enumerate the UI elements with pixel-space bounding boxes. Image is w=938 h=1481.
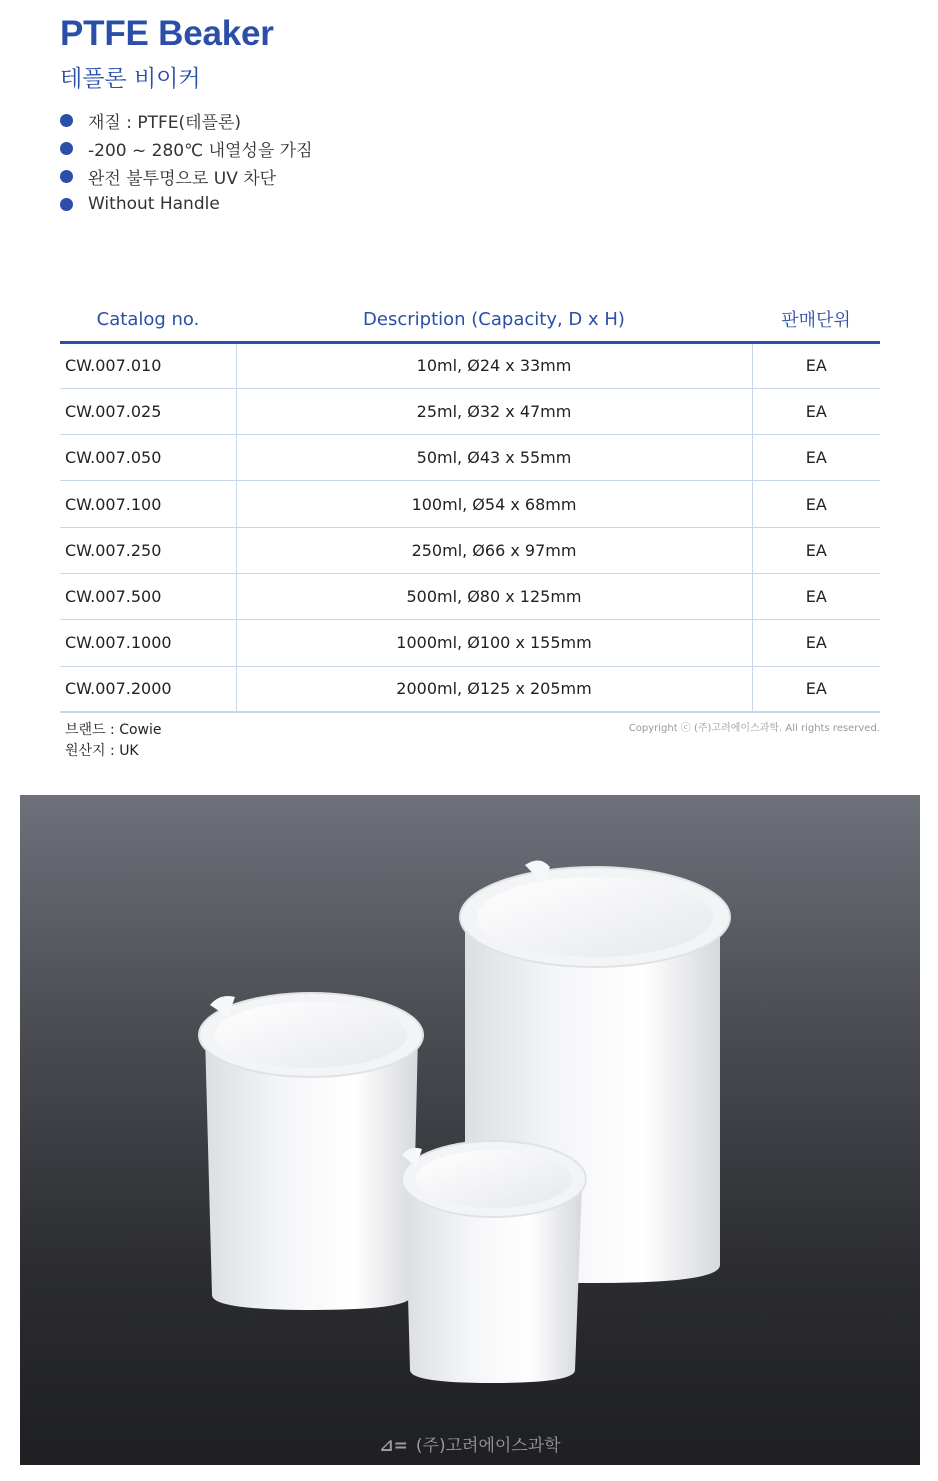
feature-text: 재질 : PTFE(테플론)	[88, 112, 242, 133]
copyright-text: Copyright ⓒ (주)고려에이스과학. All rights reserved.	[628, 723, 880, 734]
feature-item	[60, 162, 313, 190]
table-row	[60, 342, 880, 388]
page-subtitle: 테플론 비이커	[60, 66, 201, 92]
product-photo	[20, 795, 920, 1465]
small-beaker	[402, 1141, 586, 1383]
origin-text: 원산지 : UK	[65, 743, 139, 759]
description-cell: 500ml, Ø80 x 125mm	[236, 573, 752, 619]
catalog-cell: CW.007.1000	[60, 620, 236, 666]
spec-table	[60, 298, 880, 713]
table-row	[60, 527, 880, 573]
kace-logo-icon: ⊿=	[379, 1436, 408, 1456]
catalog-cell: CW.007.025	[60, 388, 236, 434]
bullet-icon	[60, 170, 73, 183]
header-unit: 판매단위	[752, 298, 880, 342]
table-header-row	[60, 298, 880, 342]
feature-item	[60, 134, 313, 162]
bullet-icon	[60, 114, 73, 127]
header-description: Description (Capacity, D x H)	[236, 298, 752, 342]
catalog-cell: CW.007.250	[60, 527, 236, 573]
watermark	[20, 1431, 920, 1456]
bullet-icon	[60, 198, 73, 211]
unit-cell: EA	[752, 388, 880, 434]
brand-text: 브랜드 : Cowie	[65, 722, 162, 738]
table-row	[60, 481, 880, 527]
table-row	[60, 620, 880, 666]
description-cell: 10ml, Ø24 x 33mm	[236, 342, 752, 388]
beakers-illustration	[20, 795, 920, 1465]
catalog-cell: CW.007.010	[60, 342, 236, 388]
watermark-text: (주)고려에이스과학	[415, 1436, 561, 1456]
medium-beaker	[199, 993, 423, 1310]
unit-cell: EA	[752, 527, 880, 573]
bullet-icon	[60, 142, 73, 155]
catalog-cell: CW.007.500	[60, 573, 236, 619]
product-origin-info	[65, 720, 161, 762]
catalog-cell: CW.007.050	[60, 435, 236, 481]
catalog-cell: CW.007.100	[60, 481, 236, 527]
feature-list	[60, 106, 313, 218]
table-row	[60, 573, 880, 619]
feature-text: Without Handle	[88, 194, 220, 214]
unit-cell: EA	[752, 573, 880, 619]
feature-text: 완전 불투명으로 UV 차단	[88, 168, 277, 189]
description-cell: 50ml, Ø43 x 55mm	[236, 435, 752, 481]
unit-cell: EA	[752, 342, 880, 388]
unit-cell: EA	[752, 620, 880, 666]
description-cell: 250ml, Ø66 x 97mm	[236, 527, 752, 573]
page-title: PTFE Beaker	[60, 14, 274, 53]
header-catalog: Catalog no.	[60, 298, 236, 342]
table-row	[60, 388, 880, 434]
catalog-cell: CW.007.2000	[60, 666, 236, 712]
feature-text: -200 ~ 280℃ 내열성을 가짐	[88, 140, 313, 161]
feature-item	[60, 106, 313, 134]
feature-item	[60, 190, 313, 218]
unit-cell: EA	[752, 666, 880, 712]
description-cell: 2000ml, Ø125 x 205mm	[236, 666, 752, 712]
description-cell: 100ml, Ø54 x 68mm	[236, 481, 752, 527]
table-row	[60, 435, 880, 481]
description-cell: 1000ml, Ø100 x 155mm	[236, 620, 752, 666]
description-cell: 25ml, Ø32 x 47mm	[236, 388, 752, 434]
unit-cell: EA	[752, 481, 880, 527]
unit-cell: EA	[752, 435, 880, 481]
table-row	[60, 666, 880, 712]
